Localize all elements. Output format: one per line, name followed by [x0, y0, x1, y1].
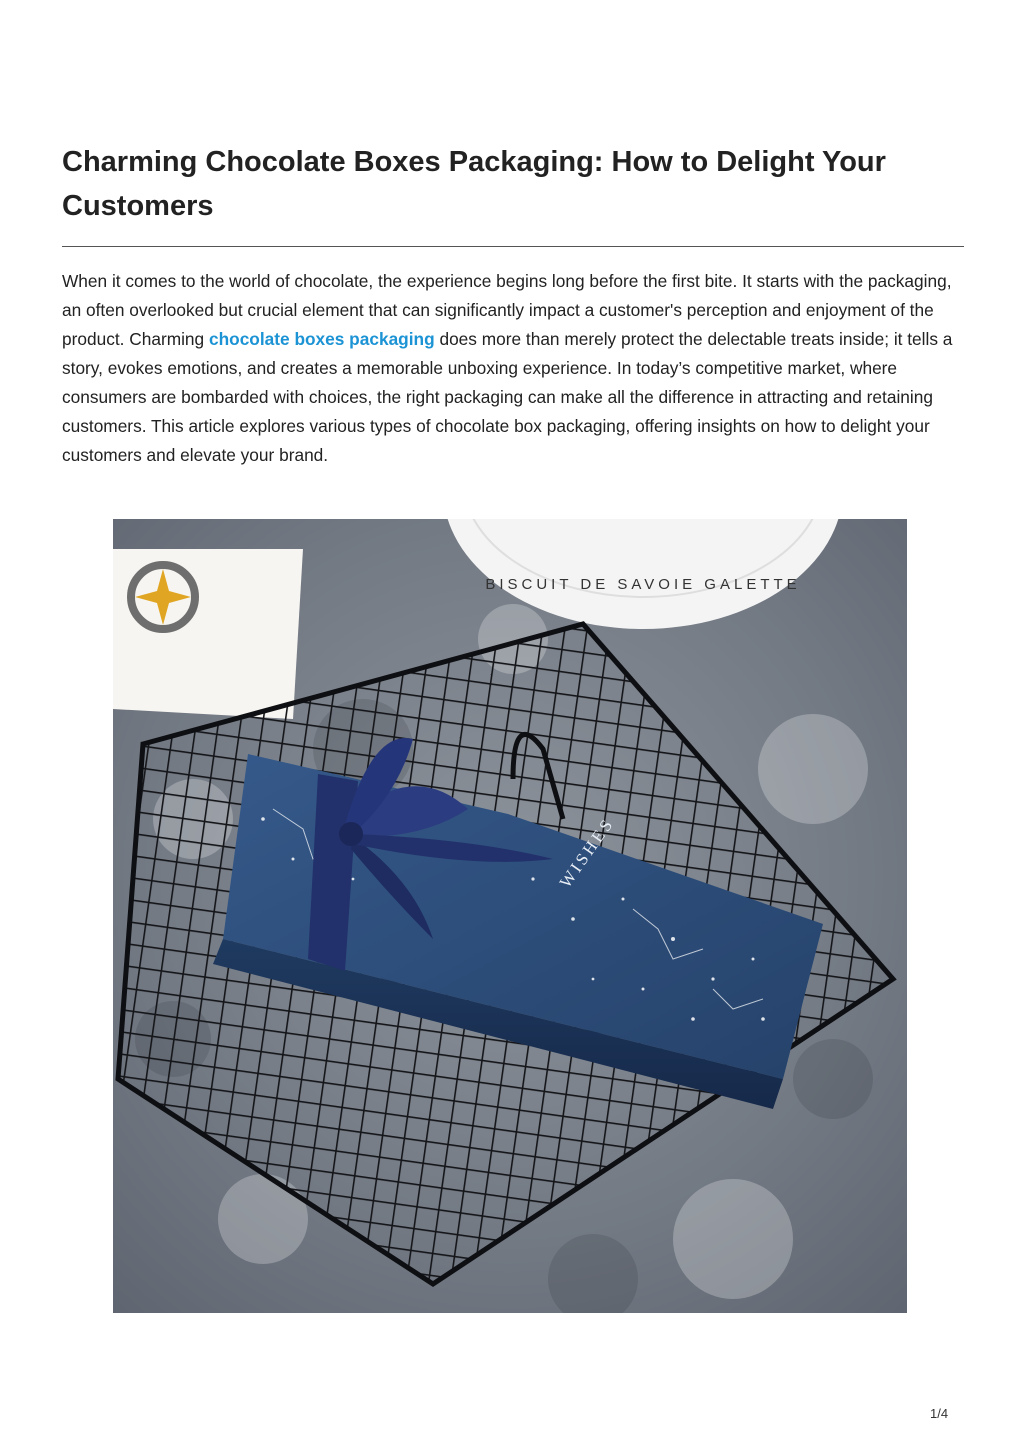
intro-text-end: does more than merely protect the delectable treats inside; it tells a story, evokes emotions, and creates a memorable unboxing experience. In today’s competitive market, where consumers are bombarded with choices, the right packaging can make all the difference in attracting and retaining customers. This article explores various types of chocolate box packaging, offering insights on how to delight your customers and elevate your brand. [62, 329, 953, 465]
intro-text-start: When it comes to the world of chocolate, the experience begins long before the first bite. It starts with the packaging, an often overlooked but crucial element that can significantly impact a customer's perception and enjoyment of the product. Charming [62, 271, 952, 349]
brand-logo-icon [131, 565, 195, 629]
page-number: 1/4 [930, 1406, 949, 1421]
article-title: Charming Chocolate Boxes Packaging: How to Delight Your Customers [62, 146, 886, 222]
chocolate-boxes-link[interactable]: chocolate boxes packaging [208, 329, 435, 349]
intro-paragraph [62, 267, 967, 470]
title-divider [62, 246, 964, 247]
box-text: WISHES [555, 813, 618, 892]
logo-card [113, 549, 303, 719]
plate-text: BISCUIT DE SAVOIE GALETTE [485, 576, 801, 593]
product-photo [113, 519, 907, 1313]
